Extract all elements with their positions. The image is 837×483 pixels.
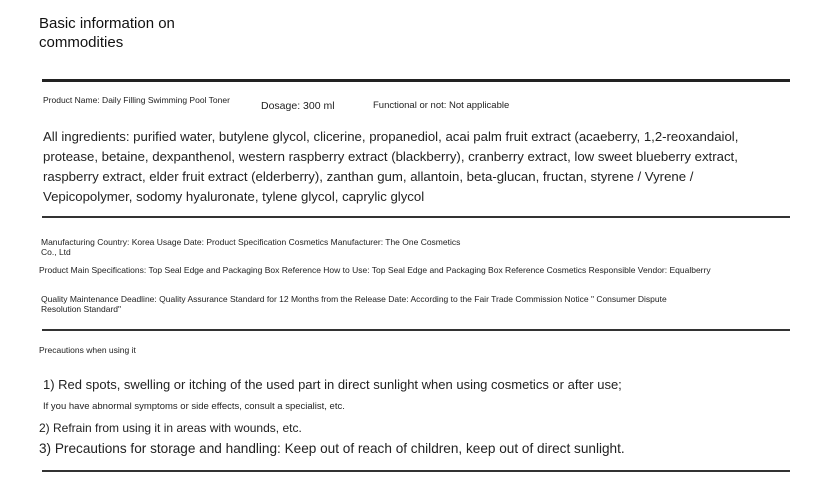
product-name: Product Name: Daily Filling Swimming Pool Toner — [43, 95, 230, 105]
manufacturing-info: Manufacturing Country: Korea Usage Date: Product Specification Cosmetics Manufacturer: The One Cosmetics Co., Ltd — [41, 237, 461, 257]
section-divider — [42, 329, 790, 331]
precaution-item-3: 3) Precautions for storage and handling: Keep out of reach of children, keep out of direct sunlight. — [39, 441, 625, 456]
section-divider — [42, 79, 790, 82]
page-title: Basic information on commodities — [39, 15, 175, 51]
precautions-label: Precautions when using it — [39, 345, 136, 355]
product-functional: Functional or not: Not applicable — [373, 100, 510, 111]
specifications-info: Product Main Specifications: Top Seal Edge and Packaging Box Reference How to Use: Top Seal Edge and Packaging Box Reference Cosmetics Responsible Vendor: Equalberry — [39, 265, 711, 275]
product-dosage: Dosage: 300 ml — [261, 100, 335, 112]
section-divider — [42, 216, 790, 218]
precaution-item-1: 1) Red spots, swelling or itching of the used part in direct sunlight when using cosmetics or after use; — [43, 377, 622, 392]
quality-info: Quality Maintenance Deadline: Quality Assurance Standard for 12 Months from the Release Date: According to the Fair Trade Commission Notice " Consumer Dispute Resolution Standard" — [41, 294, 667, 314]
precaution-item-2: 2) Refrain from using it in areas with wounds, etc. — [39, 421, 302, 435]
precaution-item-1-note: If you have abnormal symptoms or side effects, consult a specialist, etc. — [43, 401, 345, 412]
section-divider — [42, 470, 790, 472]
ingredients-list: All ingredients: purified water, butylene glycol, clicerine, propanediol, acai palm fruit extract (acaeberry, 1,2-reoxandaiol, protease, betaine, dexpanthenol, western raspberry extract (blackberry), cranberry extract, low sweet blueberry extract, raspberry extract, elder fruit extract (elderberry), zanthan gum, allantoin, beta-glucan, fructan, styrene / Vyrene / Vepicopolymer, sodomy hyaluronate, tylene glycol, caprylic glycol — [43, 129, 739, 204]
